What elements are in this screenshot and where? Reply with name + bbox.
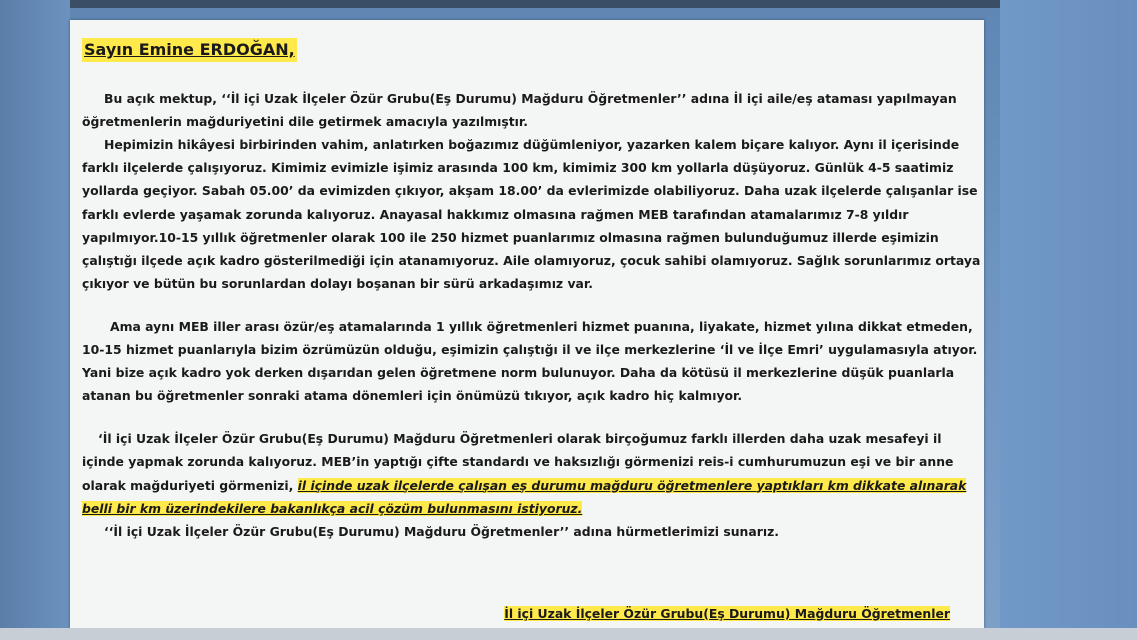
paragraph-4	[82, 427, 982, 519]
paragraph-2: Hepimizin hikâyesi birbirinden vahim, anlatırken boğazımız düğümleniyor, yazarken kalem biçare kalıyor. Aynı il içerisinde farklı ilçelerde çalışıyoruz. Kimimiz evimizle işimiz arasında 100 km, kimimiz 300 km yollarla düşüyoruz. Günlük 4-5 saatimiz yollarda geçiyor. Sabah 05.00’ da evimizden çıkıyor, akşam 18.00’ da evlerimizde olabiliyoruz. Daha uzak ilçelerde çalışanlar ise farklı evlerde yaşamak zorunda kalıyoruz. Anayasal hakkımız olmasına rağmen MEB tarafından atamalarımız 7-8 yıldır yapılmıyor.10-15 yıllık öğretmenler olarak 100 ile 250 hizmet puanlarımız olmasına rağmen bulunduğumuz illerde eşimizin çalıştığı ilçede açık kadro gösterilmediği için atanamıyoruz. Aile olamıyoruz, çocuk sahibi olamıyoruz. Sağlık sorunlarımız ortaya çıkıyor ve bütün bu sorunlardan dolayı boşanan bir sürü arkadaşımız var.	[82, 137, 981, 291]
paragraph-3: Ama aynı MEB iller arası özür/eş atamalarında 1 yıllık öğretmenleri hizmet puanına, liyakate, hizmet yılına dikkat etmeden, 10-15 hizmet puanlarıyla bizim özrümüzün olduğu, eşimizin çalıştığı il ve ilçe merkezlerine ‘İl ve İlçe Emri’ uygulamasıyla atıyor. Yani bize açık kadro yok derken dışarıdan gelen öğretmene norm bulunuyor. Daha da kötüsü il merkezlerine düşük puanlarla atanan bu öğretmenler sonraki atama dönemleri için önümüzü tıkıyor, açık kadro hiç kalmıyor.	[82, 318, 978, 404]
window-background-right	[1000, 0, 1137, 640]
taskbar	[0, 628, 1137, 640]
paragraph-4-text: ‘İl içi Uzak İlçeler Özür Grubu(Eş Durumu) Mağduru Öğretmenleri olarak birçoğumuz farklı illerden daha uzak mesafeyi il içinde yapmak zorunda kalıyoruz. MEB’in yaptığı çifte standardı ve haksızlığı görmenizi reis-i cumhurumuzun eşi ve bir anne olarak mağduriyeti görmenizi,	[82, 431, 954, 493]
monitor-bezel	[0, 0, 1137, 8]
paragraph-5: ‘‘İl içi Uzak İlçeler Özür Grubu(Eş Durumu) Mağduru Öğretmenler’’ adına hürmetlerimizi sunarız.	[104, 523, 779, 539]
paragraph-1: Bu açık mektup, ‘‘İl içi Uzak İlçeler Özür Grubu(Eş Durumu) Mağduru Öğretmenler’’ adına İl içi aile/eş ataması yapılmayan öğretmenlerin mağduriyetini dile getirmek amacıyla yazılmıştır.	[82, 91, 957, 130]
window-background-left	[0, 0, 70, 640]
highlighted-request: il içinde uzak ilçelerde çalışan eş durumu mağduru öğretmenlere yaptıkları km dikkate alınarak belli bir km üzerindekilere bakanlıkça acil çözüm bulunmasını istiyoruz.	[82, 477, 967, 516]
letter-body	[82, 38, 982, 543]
signature: İl içi Uzak İlçeler Özür Grubu(Eş Durumu) Mağduru Öğretmenler	[504, 606, 950, 621]
document-page[interactable]	[70, 20, 984, 628]
salutation: Sayın Emine ERDOĞAN,	[82, 38, 297, 62]
